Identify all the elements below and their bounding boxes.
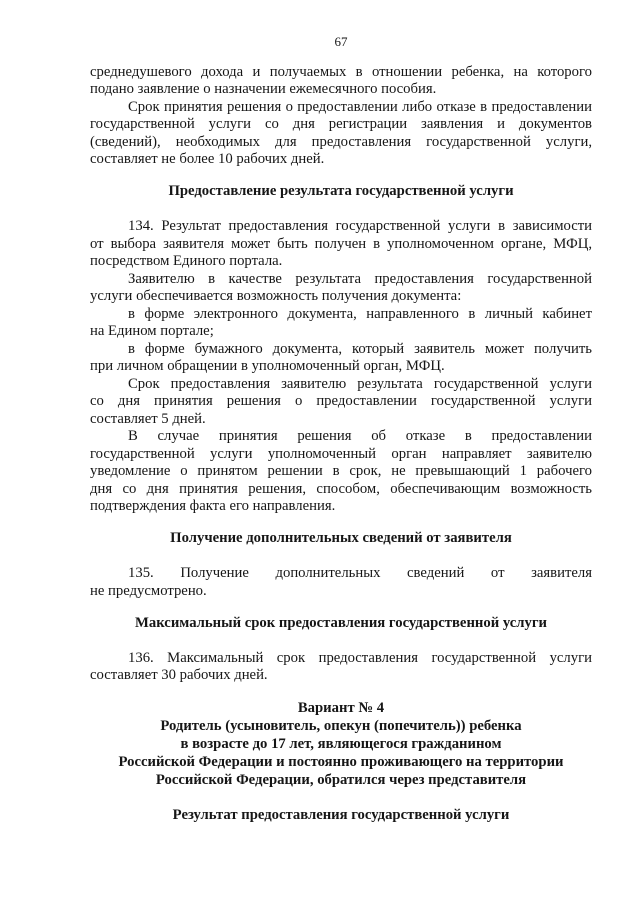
- text-line: 135. Получение дополнительных сведений от заявителя: [128, 565, 592, 581]
- text-line: среднедушевого дохода и получаемых в отношении ребенка, на которого: [90, 63, 592, 80]
- section-heading: Получение дополнительных сведений от заявителя: [170, 530, 512, 546]
- text-line: 136. Максимальный срок предоставления государственной услуги: [128, 649, 592, 666]
- text-line: не предусмотрено.: [90, 582, 207, 599]
- page-content: [90, 0, 592, 842]
- section-heading: Результат предоставления государственной услуги: [172, 806, 510, 823]
- text-line: посредством Единого портала.: [90, 253, 283, 269]
- variant-title-line: Родитель (усыновитель, опекун (попечитель)) ребенка: [160, 718, 522, 734]
- paragraph: [90, 306, 592, 341]
- text-line: в форме бумажного документа, который заявитель может получить: [128, 340, 592, 357]
- text-line: уведомление о принятом решении в срок, не превышающий 1 рабочего: [90, 463, 592, 479]
- variant-title-line: в возрасте до 17 лет, являющегося гражданином: [180, 736, 502, 752]
- page-number: 67: [334, 34, 348, 49]
- paragraph: [90, 99, 592, 169]
- text-line: подтверждения факта его направления.: [90, 498, 336, 514]
- variant-title-line: Российской Федерации и постоянно проживающего на территории: [118, 754, 564, 770]
- text-line: услуги обеспечивается возможность получения документа:: [90, 288, 462, 304]
- paragraph: [90, 376, 592, 429]
- text-line: со дня принятия решения о предоставлении государственной услуги: [90, 393, 592, 409]
- text-line: государственной услуги уполномоченный орган направляет заявителю: [90, 445, 592, 462]
- variant-title-line: Российской Федерации, обратился через представителя: [155, 772, 527, 788]
- paragraph: [90, 271, 592, 306]
- text-line: составляет 30 рабочих дней.: [90, 667, 268, 683]
- text-line: составляет не более 10 рабочих дней.: [90, 151, 325, 167]
- paragraph: [90, 64, 592, 99]
- paragraph: [90, 428, 592, 516]
- text-line: Срок принятия решения о предоставлении либо отказе в предоставлении: [128, 98, 592, 115]
- text-line: при личном обращении в уполномоченный орган, МФЦ.: [90, 358, 445, 374]
- text-line: В случае принятия решения об отказе в предоставлении: [128, 428, 592, 444]
- paragraph: [90, 565, 592, 600]
- text-line: государственной услуги со дня регистрации заявления и документов: [90, 116, 592, 132]
- paragraph: [90, 218, 592, 271]
- text-line: составляет 5 дней.: [90, 410, 206, 427]
- text-line: в форме электронного документа, направленного в личный кабинет: [128, 305, 592, 322]
- section-heading: Предоставление результата государственной услуги: [168, 183, 514, 199]
- text-line: подано заявление о назначении ежемесячного пособия.: [90, 81, 437, 97]
- paragraph: [90, 650, 592, 685]
- text-line: на Едином портале;: [90, 323, 214, 339]
- paragraph: [90, 341, 592, 376]
- text-line: Заявителю в качестве результата предоставления государственной: [128, 270, 592, 287]
- variant-title-line: Вариант № 4: [297, 700, 385, 716]
- text-line: 134. Результат предоставления государственной услуги в зависимости: [128, 218, 592, 234]
- variant-heading: [90, 699, 592, 789]
- text-line: (сведений), необходимых для предоставления государственной услуги,: [90, 133, 592, 150]
- text-line: Срок предоставления заявителю результата государственной услуги: [128, 375, 592, 392]
- text-line: дня со дня принятия решения, способом, обеспечивающим возможность: [90, 480, 592, 497]
- text-line: от выбора заявителя может быть получен в уполномоченном органе, МФЦ,: [90, 235, 592, 252]
- section-heading: Максимальный срок предоставления государственной услуги: [135, 614, 547, 631]
